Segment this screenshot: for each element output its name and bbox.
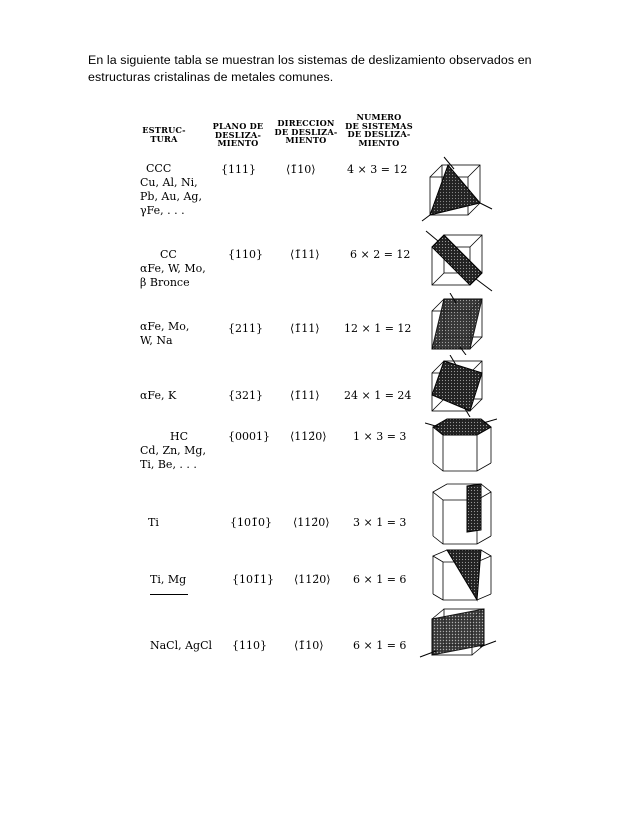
plano-cell: {101̄0} <box>230 516 272 529</box>
table-row: Ti, Mg <box>150 573 187 586</box>
plano-cell: {211} <box>228 322 263 335</box>
intro-paragraph: En la siguiente tabla se muestran los sistemas de deslizamiento observados en estructuras cristalinas de metales comunes. <box>88 53 532 84</box>
fcc-cube-icon <box>418 155 494 225</box>
numero-cell: 24 × 1 = 24 <box>344 389 412 402</box>
numero-cell: 4 × 3 = 12 <box>347 163 408 176</box>
direccion-cell: ⟨1̄11⟩ <box>290 322 320 335</box>
direccion-cell: ⟨112̄0⟩ <box>293 516 330 529</box>
table-row: CC αFe, W, Mo, β Bronce <box>140 248 206 289</box>
bcc-321-cube-icon <box>420 355 496 417</box>
plano-cell: {0001} <box>228 430 270 443</box>
direccion-cell: ⟨112̄0⟩ <box>294 573 331 586</box>
bcc-cube-icon <box>420 225 496 295</box>
direccion-cell: ⟨1̄11⟩ <box>290 389 320 402</box>
header-direccion: DIRECCION DE DESLIZA- MIENTO <box>274 118 338 146</box>
numero-cell: 1 × 3 = 3 <box>353 430 407 443</box>
estructura-cell: CCC <box>146 162 172 175</box>
hcp-pyramidal-icon <box>425 546 497 606</box>
bcc-211-cube-icon <box>420 293 496 355</box>
direccion-cell: ⟨1̄10⟩ <box>286 163 316 176</box>
header-estructura: ESTRUC- TURA <box>142 125 186 144</box>
hcp-basal-prism-icon <box>425 415 497 477</box>
direccion-cell: ⟨1̄11⟩ <box>290 248 320 261</box>
nacl-cube-icon <box>418 603 498 663</box>
table-row: αFe, Mo, W, Na <box>140 320 190 347</box>
table-row: NaCl, AgCl <box>150 639 213 652</box>
header-plano: PLANO DE DESLIZA- MIENTO <box>212 121 264 149</box>
header-numero: NUMERO DE SISTEMAS DE DESLIZA- MIENTO <box>345 112 413 148</box>
row-underline <box>150 594 188 595</box>
numero-cell: 3 × 1 = 3 <box>353 516 407 529</box>
numero-cell: 6 × 1 = 6 <box>353 639 407 652</box>
plano-cell: {101̄1} <box>232 573 274 586</box>
plano-cell: {321} <box>228 389 263 402</box>
numero-cell: 6 × 2 = 12 <box>350 248 411 261</box>
table-row: Ti <box>148 516 159 529</box>
plano-cell: {111} <box>221 163 256 176</box>
direccion-cell: ⟨112̄0⟩ <box>290 430 327 443</box>
hcp-prism-icon <box>425 480 497 548</box>
numero-cell: 6 × 1 = 6 <box>353 573 407 586</box>
plano-cell: {110} <box>228 248 263 261</box>
direccion-cell: ⟨1̄10⟩ <box>294 639 324 652</box>
plano-cell: {110} <box>232 639 267 652</box>
table-row: HC Cd, Zn, Mg, Ti, Be, . . . <box>140 430 206 471</box>
numero-cell: 12 × 1 = 12 <box>344 322 412 335</box>
table-row: CCC Cu, Al, Ni, Pb, Au, Ag, γFe, . . . <box>140 162 202 217</box>
table-row: αFe, K <box>140 389 177 402</box>
